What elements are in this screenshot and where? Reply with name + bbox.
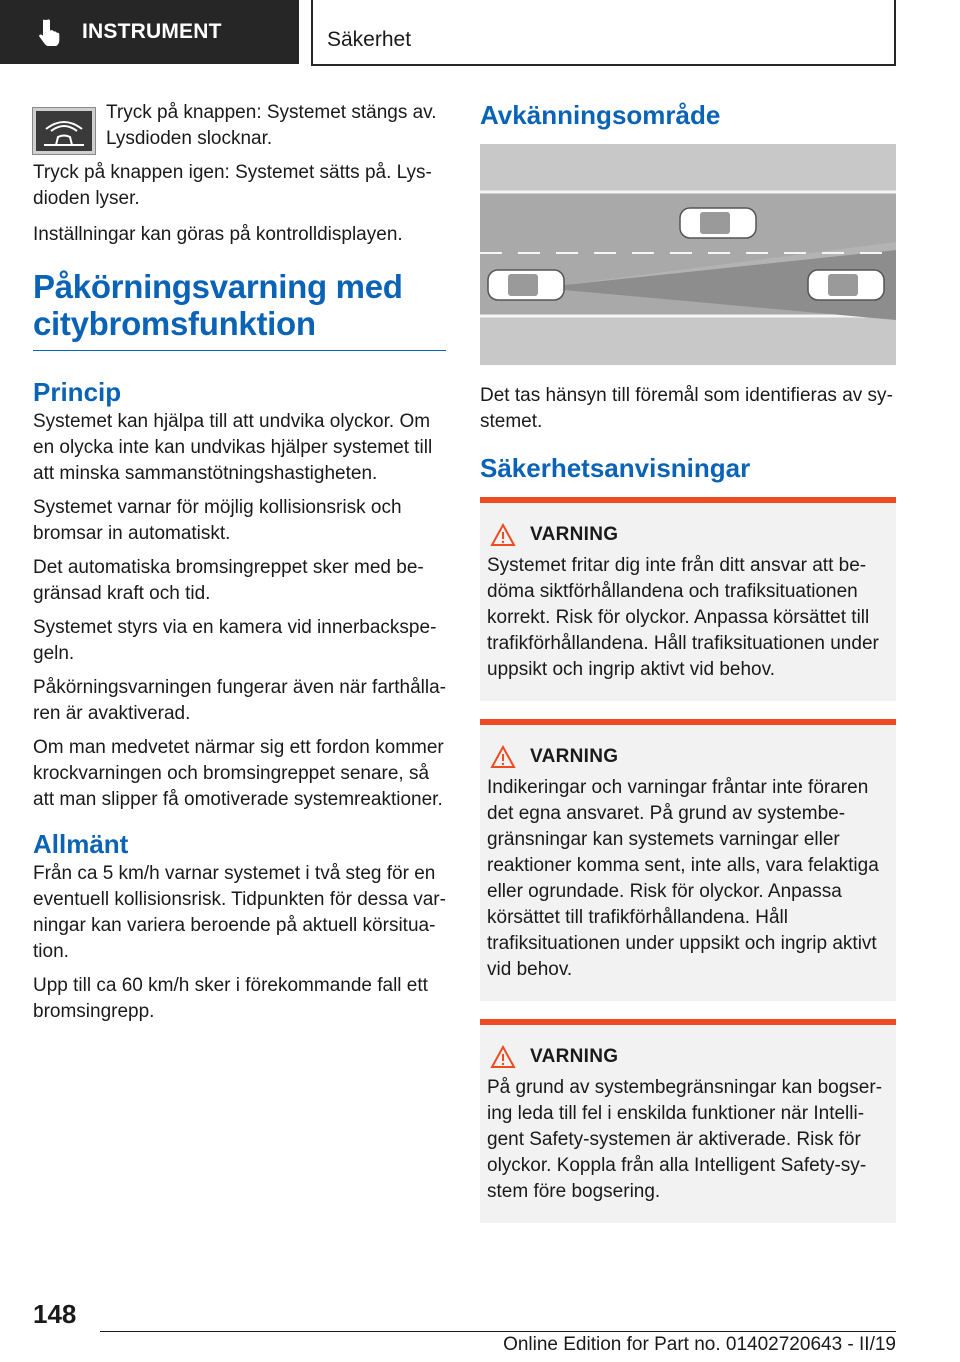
warning-label: VARNING <box>530 524 619 545</box>
warning-triangle-icon <box>490 1045 516 1069</box>
button-off-text: Tryck på knappen: Systemet stängs av. Lysdioden slocknar. <box>106 102 437 149</box>
ego-car-icon <box>488 270 564 300</box>
subheading-safety: Säkerhetsanvisningar <box>480 453 751 483</box>
left-column <box>33 100 446 1033</box>
paragraph: Upp till ca 60 km/h sker i förekommande fall ett bromsingrepp. <box>33 975 428 1022</box>
warning-triangle-icon <box>490 745 516 769</box>
warning-label: VARNING <box>530 1046 619 1067</box>
paragraph: Inställningar kan göras på kontrolldisplayen. <box>33 224 403 245</box>
section-tab <box>0 0 299 64</box>
subheading-allmant: Allmänt <box>33 829 129 859</box>
warning-box <box>480 497 896 701</box>
collision-warning-button-icon <box>33 108 95 154</box>
button-description <box>33 100 446 154</box>
front-car-left-lane-icon <box>680 208 756 238</box>
front-car-same-lane-icon <box>808 270 884 300</box>
paragraph: Systemet kan hjälpa till att undvika olyckor. Om en olycka inte kan undvikas hjälper systemet till att minska sammanstötningshastigheten. <box>33 411 433 484</box>
paragraph: Det automatiska bromsingreppet sker med begränsad kraft och tid. <box>33 557 424 604</box>
edition-text: Online Edition for Part no. 01402720643 - II/19 <box>503 1334 896 1355</box>
detection-area-illustration <box>480 144 896 365</box>
warning-box <box>480 719 896 1001</box>
subheading-princip: Princip <box>33 377 122 407</box>
chapter-tab <box>311 0 896 66</box>
warning-text: Indikeringar och varningar fråntar inte föraren det egna ansvaret. På grund av systembegränsningar kan systemets varningar eller reaktioner komma sent, inte alls, vara felaktiga eller ogrundade. Risk för olyckor. Anpassa körsättet till trafikförhållandena. Håll trafiksituationen under uppsikt och ingrip aktivt vid behov. <box>487 777 879 980</box>
section-title: INSTRUMENT <box>82 20 222 43</box>
warning-box <box>480 1019 896 1223</box>
chapter-title: Säkerhet <box>327 28 412 51</box>
warning-text: Systemet fritar dig inte från ditt ansvar att bedöma siktförhållandena och trafiksituationen korrekt. Risk för olyckor. Anpassa körsättet till trafikförhållandena. Håll trafiksituationen under uppsikt och ingrip aktivt vid behov. <box>487 555 879 680</box>
page-number: 148 <box>33 1299 77 1329</box>
paragraph: Systemet styrs via en kamera vid innerbackspegeln. <box>33 617 437 664</box>
subheading-detection: Avkänningsområde <box>480 100 721 130</box>
paragraph: Påkörningsvarningen fungerar även när farthållaren är avaktiverad. <box>33 677 446 724</box>
pointing-hand-icon <box>36 18 64 46</box>
warning-triangle-icon <box>490 523 516 547</box>
section-heading: Påkörningsvarning med citybromsfunktion <box>33 268 446 351</box>
warning-text: På grund av systembegränsningar kan bogsering leda till fel i enskilda funktioner när Intelligent Safety-systemen är aktiverade. Risk för olyckor. Koppla från alla Intelligent Safety-system före bogsering. <box>487 1077 883 1202</box>
paragraph: Tryck på knappen igen: Systemet sätts på. Lysdioden lyser. <box>33 162 432 209</box>
footer-divider <box>100 1331 896 1332</box>
warning-label: VARNING <box>530 746 619 767</box>
paragraph: Från ca 5 km/h varnar systemet i två steg för en eventuell kollisionsrisk. Tidpunkten för dessa varningar kan variera beroende på aktuell körsituation. <box>33 863 446 962</box>
right-column <box>480 100 896 1241</box>
paragraph: Om man medvetet närmar sig ett fordon kommer krockvarningen och bromsingreppet senare, så att man slipper få omotiverade systemreaktioner. <box>33 737 444 810</box>
paragraph: Det tas hänsyn till föremål som identifieras av systemet. <box>480 385 893 432</box>
paragraph: Systemet varnar för möjlig kollisionsrisk och bromsar in automatiskt. <box>33 497 402 544</box>
